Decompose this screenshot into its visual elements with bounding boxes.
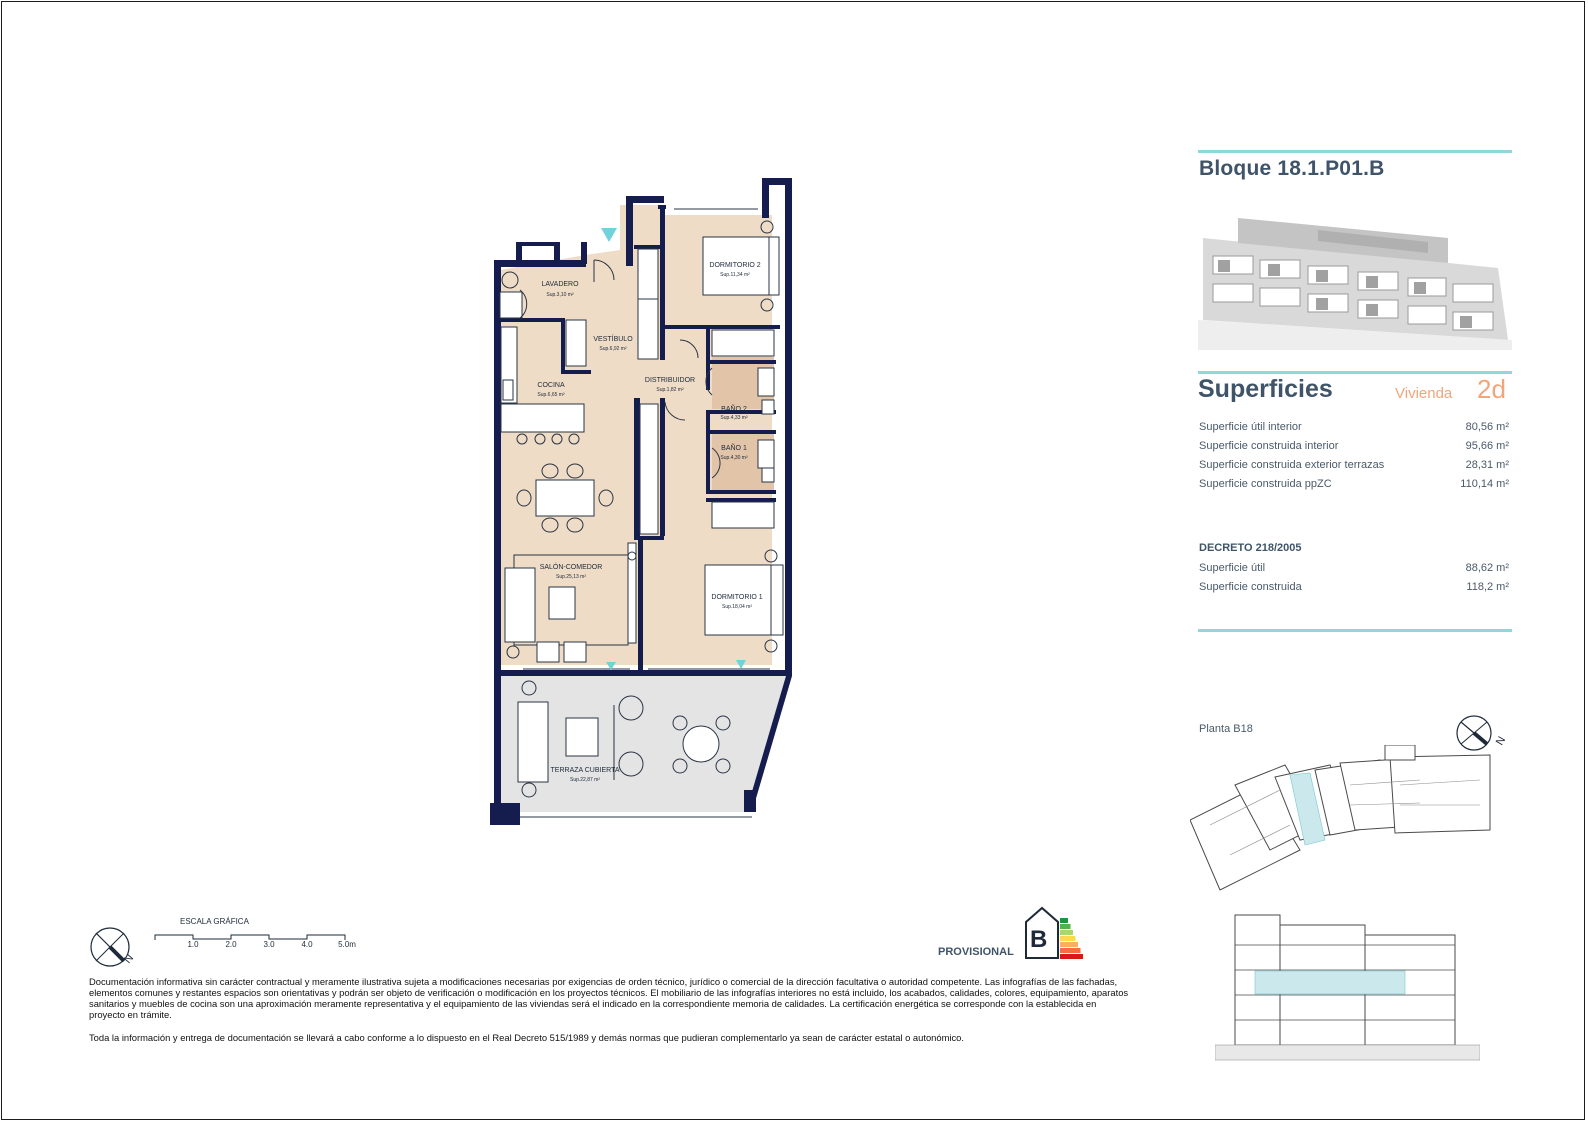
decreto-title: DECRETO 218/2005	[1199, 542, 1302, 554]
room-label-distribuidor: DISTRIBUIDOR	[644, 377, 696, 384]
superficie-row	[1199, 440, 1509, 452]
decreto-value: 88,62 m²	[1465, 562, 1509, 574]
room-label-terraza: TERRAZA CUBIERTA	[550, 767, 620, 774]
disclaimer-text: Documentación informativa sin carácter contractual y meramente ilustrativa sujeta a modificaciones necesarias por exigencias de orden técnico, jurídico o comercial de la dirección facultativa o autoridad competente. Las infografías de las fachadas, elementos comunes y restantes espacios son orientativas y podrán ser objeto de verificación o modificación en los proyectos técnicos. El mobiliario de las infografías interiores no está incluido, los acabados, calidades, colores, equipamiento, aparatos sanitarios y muebles de cocina son una aproximación meramente representativa y el equipamiento de las viviendas será el indicado en la correspondiente memoria de calidades. La certificación energética se corresponde con la establecida en proyecto en trámite.	[89, 976, 1129, 1020]
superficie-row	[1199, 478, 1509, 490]
room-label-lavadero: LAVADERO	[541, 281, 579, 288]
north-arrow-icon	[86, 925, 136, 973]
scale-bar	[150, 928, 360, 942]
room-area-cocina: Sup.6,65 m²	[537, 392, 565, 398]
scale-tick: 4.0	[301, 940, 313, 949]
room-area-terraza: Sup.22,87 m²	[569, 777, 601, 783]
building-section	[1215, 905, 1480, 1065]
energy-bar	[1060, 930, 1073, 935]
decreto-row	[1199, 581, 1509, 593]
room-area-distribuidor: Sup.1,82 m²	[656, 387, 684, 393]
room-area-lavadero: Sup.3,10 m²	[546, 292, 574, 298]
superficie-label: Superficie construida interior	[1199, 440, 1339, 452]
bottom-rule	[1198, 629, 1512, 632]
room-area-dormitorio1: Sup.18,04 m²	[721, 604, 753, 610]
energy-bar	[1060, 924, 1071, 929]
superficie-row	[1199, 459, 1509, 471]
energy-bar	[1060, 954, 1083, 959]
energy-bar	[1060, 918, 1068, 923]
superficie-value: 110,14 m²	[1460, 478, 1509, 490]
planta-label: Planta B18	[1199, 723, 1253, 735]
room-label-dormitorio2: DORMITORIO 2	[709, 262, 761, 269]
scale-tick: 5.0m	[338, 940, 356, 949]
scale-tick: 3.0	[263, 940, 275, 949]
room-area-dormitorio2: Sup.11,34 m²	[720, 272, 750, 278]
superficie-row	[1199, 421, 1509, 433]
room-area-bano1: Sup.4,30 m²	[720, 455, 748, 461]
superficie-value: 95,66 m²	[1465, 440, 1509, 452]
scale-tick: 1.0	[187, 940, 199, 949]
decreto-label: Superficie útil	[1199, 562, 1266, 574]
top-rule	[1198, 150, 1512, 153]
decreto-label: Superficie construida	[1199, 581, 1302, 593]
room-label-salon: SALÓN-COMEDOR	[539, 564, 603, 571]
room-area-vestibulo: Sup.6,92 m²	[599, 346, 627, 352]
decreto-value: 118,2 m²	[1466, 581, 1509, 593]
superficies-rule	[1198, 371, 1512, 374]
room-label-bano1: BAÑO 1	[721, 445, 747, 452]
room-label-cocina: COCINA	[537, 382, 565, 389]
decreto-row	[1199, 562, 1509, 574]
scale-tick: 2.0	[225, 940, 237, 949]
energy-bar	[1060, 936, 1076, 941]
site-plan	[1190, 745, 1500, 895]
energy-rating-letter: B	[1030, 926, 1048, 953]
superficie-label: Superficie útil interior	[1199, 421, 1302, 433]
vivienda-type: 2d	[1477, 374, 1506, 404]
superficie-label: Superficie construida exterior terrazas	[1199, 459, 1385, 471]
building-render	[1198, 208, 1512, 350]
superficie-value: 80,56 m²	[1465, 421, 1509, 433]
superficie-value: 28,31 m²	[1465, 459, 1509, 471]
vivienda-label: Vivienda	[1395, 385, 1453, 402]
energy-bar	[1060, 942, 1078, 947]
room-area-bano2: Sup.4,33 m²	[720, 415, 748, 421]
north-letter-scale: N	[121, 952, 137, 966]
room-area-salon: Sup.25,13 m²	[555, 574, 587, 580]
room-label-bano2: BAÑO 2	[721, 406, 747, 413]
room-label-vestibulo: VESTÍBULO	[593, 336, 633, 343]
energy-bar	[1060, 948, 1081, 953]
energy-provisional: PROVISIONAL	[938, 946, 1014, 958]
north-letter: N	[1493, 734, 1509, 748]
superficies-title: Superficies	[1198, 375, 1333, 403]
scale-title: ESCALA GRÁFICA	[180, 917, 249, 926]
legal-text: Toda la información y entrega de documentación se llevará a cabo conforme a lo dispuesto en el Real Decreto 515/1989 y demás normas que pudieran complementarlo ya sean de carácter estatal o autonómico.	[89, 1032, 964, 1043]
room-label-dormitorio1: DORMITORIO 1	[711, 594, 763, 601]
superficie-label: Superficie construida ppZC	[1199, 478, 1332, 490]
block-title: Bloque 18.1.P01.B	[1199, 157, 1385, 180]
